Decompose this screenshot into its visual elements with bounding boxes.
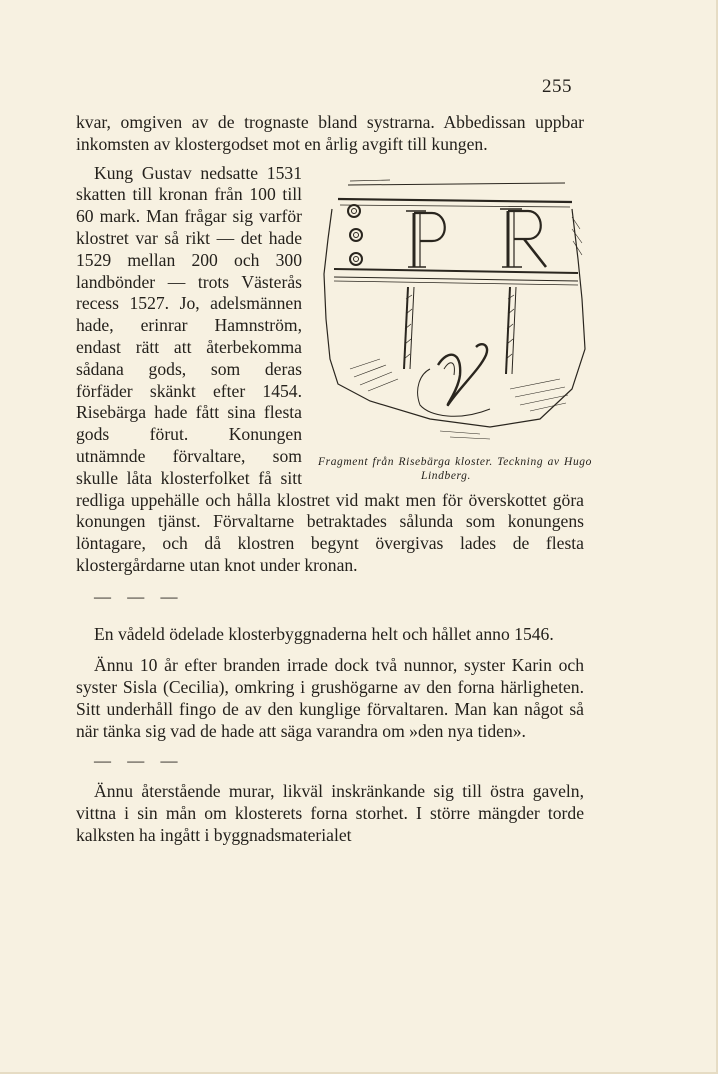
figure-fragment bbox=[310, 169, 590, 488]
separator-2: — — — bbox=[94, 750, 184, 770]
text-block bbox=[76, 112, 592, 854]
figure-caption: Fragment från Risebärga kloster. Teckning av Hugo Lindberg. bbox=[318, 455, 592, 482]
separator-1: — — — bbox=[94, 586, 184, 606]
paragraph-2-text: Kung Gustav nedsatte 1531 skatten till kronan från 100 till 60 mark. Man frågar sig varför klostret var så rikt — det hade 1529 mellan 200 och 300 landbönder — trots Västerås recess 1527. Jo, adelsmännen hade, erinrar Hamnström, endast rätt att återbekomma sådana gods, som deras förfäder skänkt efter 1454. Risebärga hade fått sina flesta gods förut. Konungen utnämnde förvaltare, som skulle låta klosterfolket få sitt redliga uppehälle och hålla klostret vid makt men för överskottet göra konungen tjänst. Förvaltarne betraktades sålunda som konungens löntagare, och då klostren begynt övergivas lades de flesta klostergårdarne utan knot under kronan. bbox=[76, 162, 584, 575]
paragraph-4: Ännu 10 år efter branden irrade dock två nunnor, syster Karin och syster Sisla (Cecilia), omkring i grushögarne av den forna härligheten. Sitt underhåll fingo de av den kunglige förvaltaren. Man kan något så när tänka sig vad de hade att säga varandra om »den nya tiden». bbox=[76, 655, 584, 741]
figure-letter-p: P bbox=[417, 258, 418, 260]
figure-letter-r: R bbox=[510, 258, 511, 260]
paragraph-5: Ännu återstående murar, likväl inskränkande sig till östra gaveln, vittna i sin mån om klosterets forna storhet. I större mängder torde kalksten ha ingått i byggnadsmaterialet bbox=[76, 781, 584, 845]
stone-fragment-drawing bbox=[310, 169, 590, 459]
page-number: 255 bbox=[542, 76, 572, 97]
paragraph-1: kvar, omgiven av de trognaste bland systrarna. Abbedissan uppbar inkomsten av klostergodset mot en årlig avgift till kungen. bbox=[76, 112, 584, 154]
paragraph-3: En vådeld ödelade klosterbyggnaderna helt och hållet anno 1546. bbox=[94, 623, 554, 644]
paragraph-2 bbox=[76, 162, 592, 577]
